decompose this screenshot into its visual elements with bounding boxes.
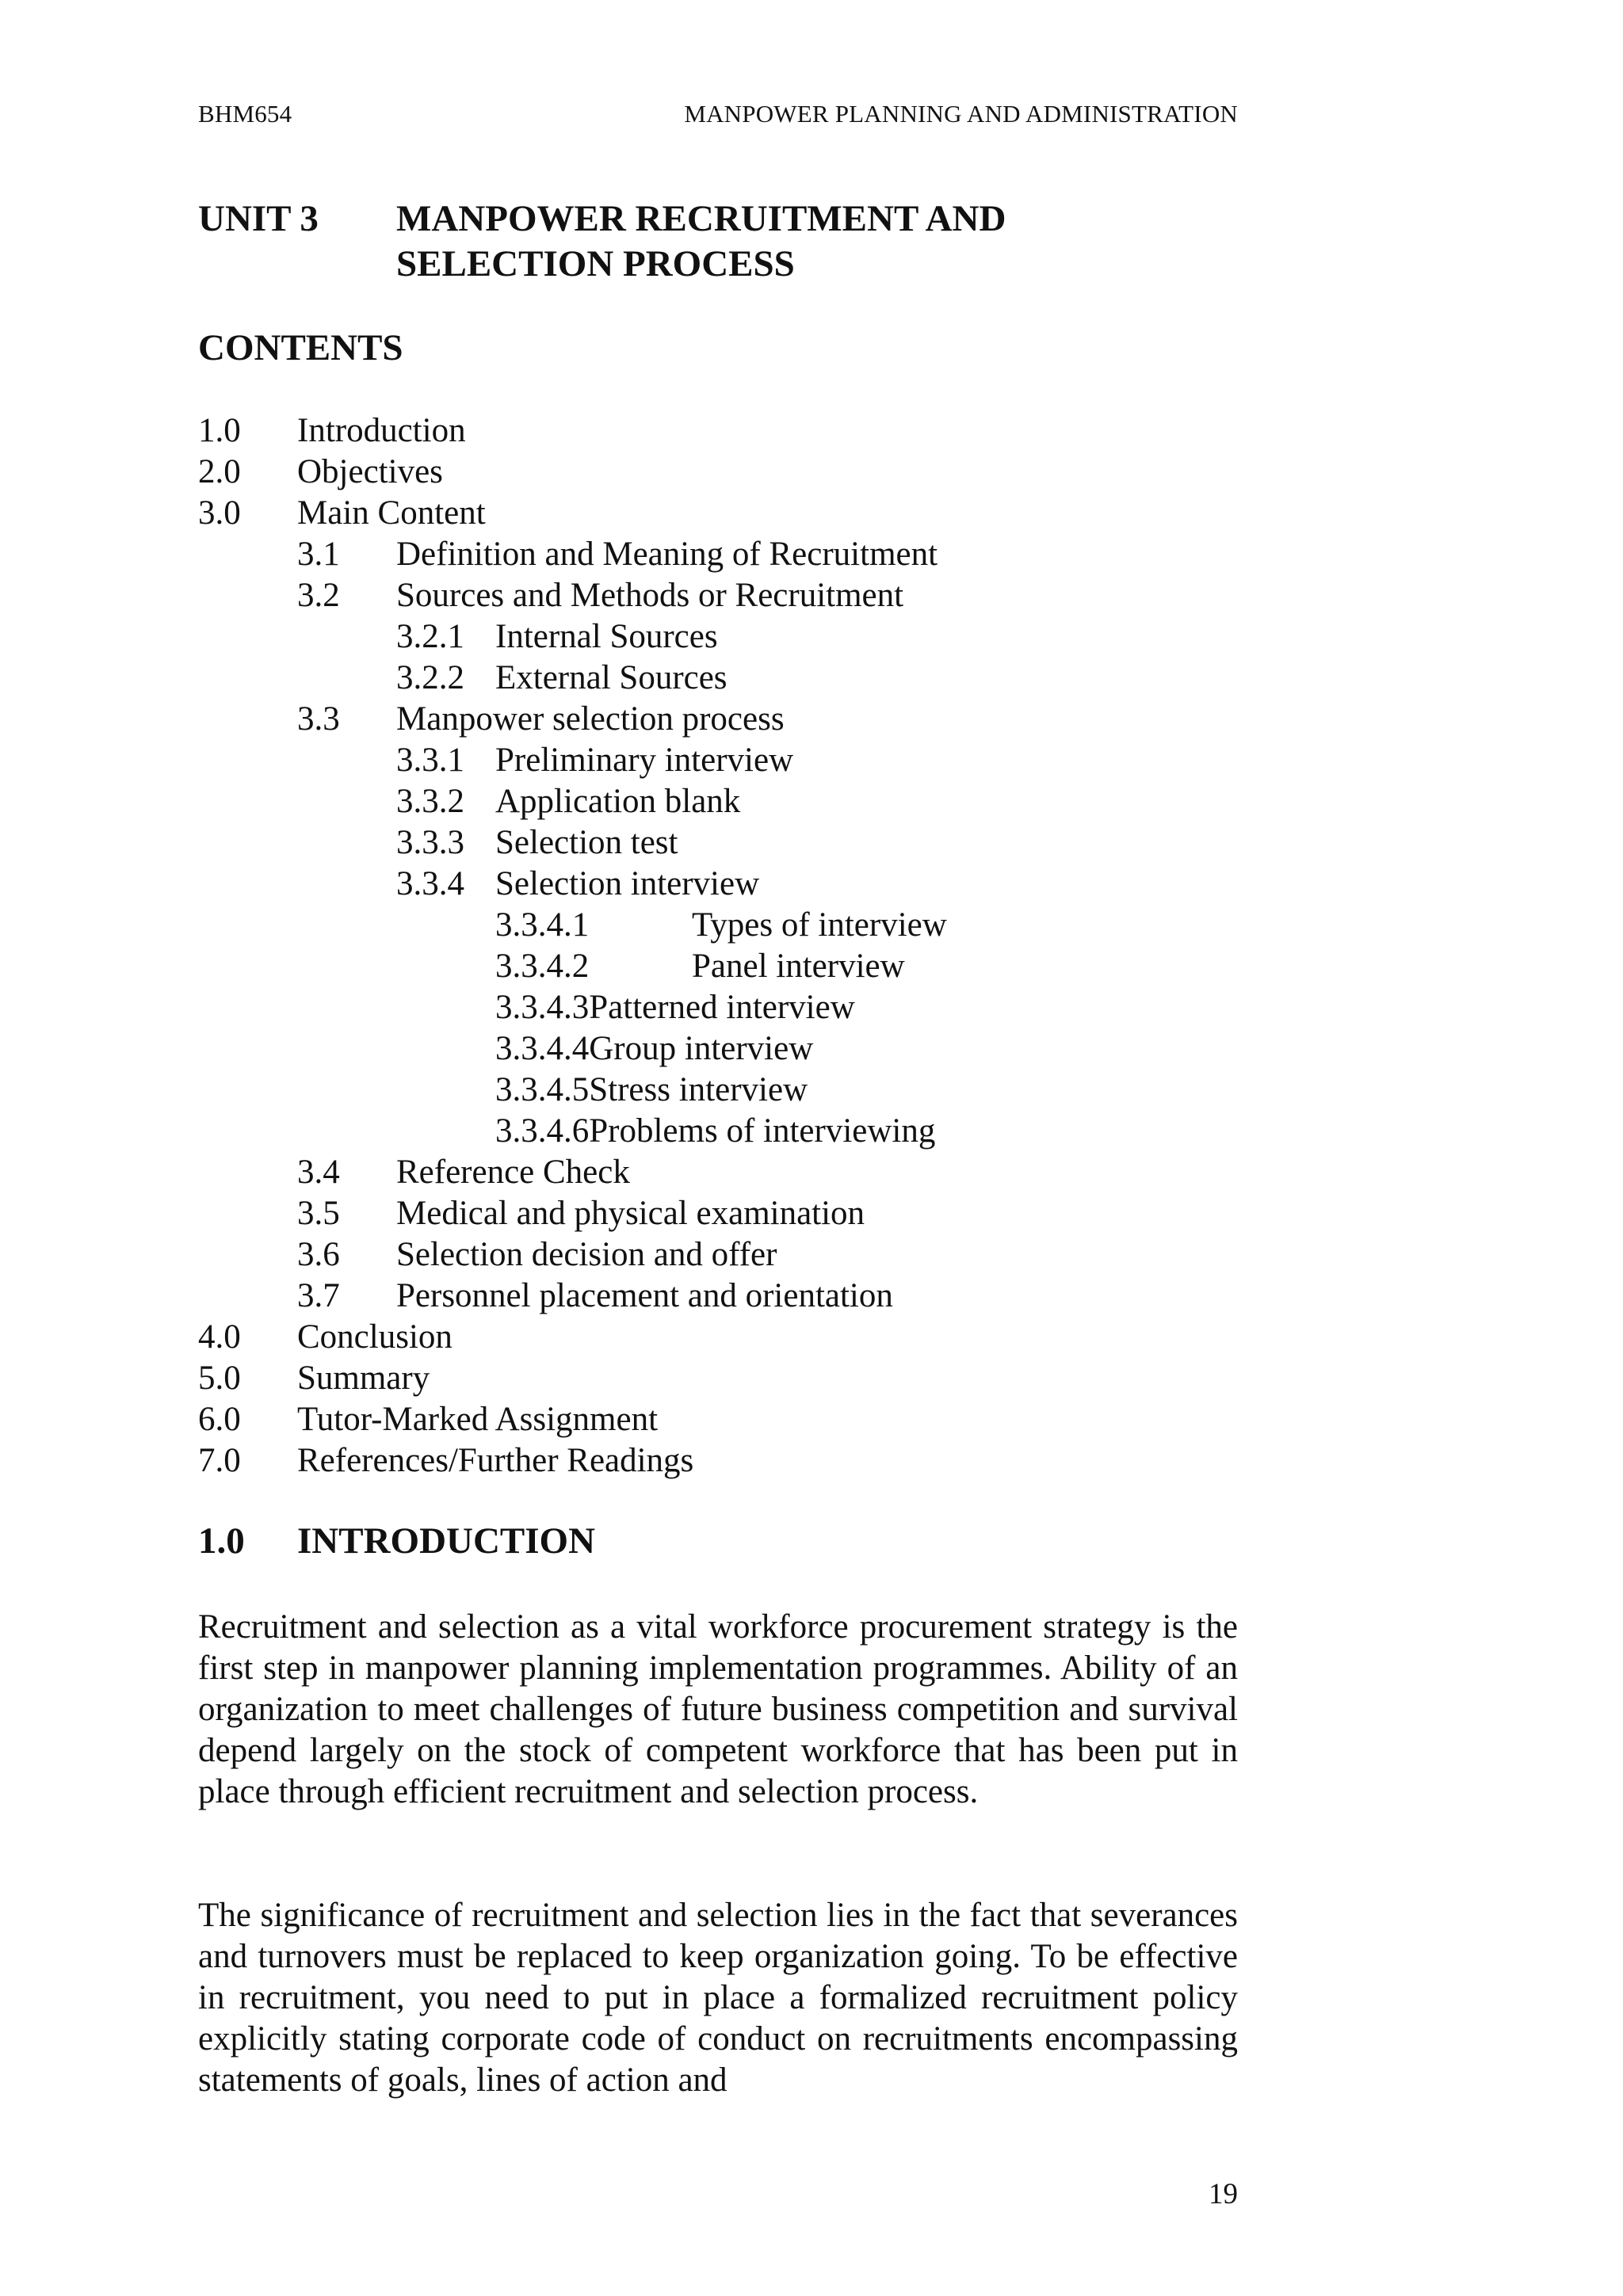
toc-item — [198, 1399, 1238, 1440]
toc-item — [198, 616, 1238, 658]
toc-item-number: 3.3 — [297, 700, 340, 738]
toc-item-number: 3.2.1 — [396, 618, 464, 655]
toc-item — [198, 575, 1238, 616]
toc-item-number: 3.3.1 — [396, 742, 464, 779]
toc-item-title: Summary — [297, 1360, 430, 1397]
toc-item — [198, 1440, 1238, 1482]
toc-item — [198, 905, 1238, 946]
toc-item-title: Medical and physical examination — [396, 1195, 865, 1232]
unit-title-text — [396, 196, 1006, 287]
toc-item-number: 4.0 — [198, 1318, 241, 1356]
toc-item-number: 5.0 — [198, 1360, 241, 1397]
toc-item-title: Reference Check — [396, 1154, 630, 1191]
toc-item-number: 3.3.4.6 — [495, 1112, 590, 1150]
introduction-heading — [198, 1520, 1238, 1562]
toc-item-title: Main Content — [297, 494, 486, 532]
toc-item-number: 3.4 — [297, 1154, 340, 1191]
toc-item-title: Conclusion — [297, 1318, 453, 1356]
toc-item-title: External Sources — [495, 659, 727, 696]
toc-item-title: Selection test — [495, 824, 678, 861]
toc-item — [198, 1358, 1238, 1399]
toc-item-number: 3.3.4.1 — [495, 906, 590, 944]
toc-item — [198, 1028, 1238, 1070]
toc-item-title: Stress interview — [589, 1071, 808, 1108]
toc-item-title: Panel interview — [692, 948, 905, 985]
section-number: 1.0 — [198, 1520, 245, 1562]
toc-item-number: 3.2.2 — [396, 659, 464, 696]
toc-item-number: 3.3.4.2 — [495, 948, 590, 985]
contents-heading: CONTENTS — [198, 327, 403, 368]
course-title: MANPOWER PLANNING AND ADMINISTRATION — [684, 100, 1238, 128]
toc-item — [198, 740, 1238, 781]
toc-item-title: Manpower selection process — [396, 700, 785, 738]
toc-item — [198, 822, 1238, 864]
introduction-paragraph-1: Recruitment and selection as a vital workforce procurement strategy is the first step in manpower planning implementation programmes. Ability of an organization to meet challenges of future business competition and survival depend largely on the stock of competent workforce that has been put in place through efficient recruitment and selection process. — [198, 1608, 1238, 1810]
toc-item-number: 1.0 — [198, 412, 241, 449]
toc-item-number: 3.2 — [297, 577, 340, 614]
toc-item — [198, 1152, 1238, 1193]
toc-item-title: Application blank — [495, 783, 741, 820]
toc-item-title: Preliminary interview — [495, 742, 794, 779]
toc-item-title: Patterned interview — [589, 989, 855, 1026]
toc-item — [198, 1193, 1238, 1234]
toc-item-number: 3.3.4.5 — [495, 1071, 590, 1108]
toc-item-number: 3.7 — [297, 1277, 340, 1314]
toc-item — [198, 946, 1238, 987]
unit-title-line2: SELECTION PROCESS — [396, 243, 795, 284]
unit-label: UNIT 3 — [198, 198, 319, 239]
toc-item — [198, 1234, 1238, 1276]
toc-item — [198, 534, 1238, 575]
toc-item — [198, 658, 1238, 699]
toc-item-title: Selection interview — [495, 865, 760, 902]
toc-item-number: 3.5 — [297, 1195, 340, 1232]
unit-title — [198, 196, 1238, 287]
toc-item — [198, 1070, 1238, 1111]
toc-item-number: 7.0 — [198, 1442, 241, 1479]
toc-item-number: 3.3.3 — [396, 824, 464, 861]
toc-item-title: Definition and Meaning of Recruitment — [396, 536, 938, 573]
toc-item-title: Group interview — [589, 1030, 814, 1067]
toc-item — [198, 1111, 1238, 1152]
section-title: INTRODUCTION — [297, 1520, 596, 1562]
toc-item-title: Objectives — [297, 453, 443, 490]
toc-item — [198, 987, 1238, 1028]
toc-item — [198, 452, 1238, 493]
toc-item-title: Types of interview — [692, 906, 947, 944]
toc-item-title: Internal Sources — [495, 618, 718, 655]
toc-item — [198, 410, 1238, 452]
toc-item-title: Problems of interviewing — [589, 1112, 936, 1150]
toc-item-number: 6.0 — [198, 1401, 241, 1438]
toc-item-number: 3.6 — [297, 1236, 340, 1273]
toc-item-number: 3.1 — [297, 536, 340, 573]
toc-item — [198, 1276, 1238, 1317]
unit-title-line1: MANPOWER RECRUITMENT AND — [396, 198, 1006, 239]
toc-item — [198, 699, 1238, 740]
page-number: 19 — [1209, 2178, 1238, 2210]
toc-item-title: Introduction — [297, 412, 466, 449]
toc-item-title: Tutor-Marked Assignment — [297, 1401, 659, 1438]
toc-item-title: References/Further Readings — [297, 1442, 694, 1479]
introduction-paragraph-2: The significance of recruitment and selection lies in the fact that severances and turnovers must be replaced to keep organization going. To be effective in recruitment, you need to put in place a formalized recruitment policy explicitly stating corporate code of conduct on recruitments encompassing statements of goals, lines of action and — [198, 1897, 1238, 2099]
toc-item-title: Selection decision and offer — [396, 1236, 777, 1273]
toc-item-number: 3.3.4 — [396, 865, 464, 902]
course-code: BHM654 — [198, 100, 292, 128]
toc-item-number: 3.3.4.3 — [495, 989, 590, 1026]
toc-item — [198, 493, 1238, 534]
toc-item — [198, 864, 1238, 905]
toc-item-number: 2.0 — [198, 453, 241, 490]
toc-item — [198, 1317, 1238, 1358]
table-of-contents — [198, 410, 1238, 1482]
toc-item — [198, 781, 1238, 822]
toc-item-number: 3.0 — [198, 494, 241, 532]
running-header — [198, 100, 1238, 128]
toc-item-number: 3.3.2 — [396, 783, 464, 820]
toc-item-number: 3.3.4.4 — [495, 1030, 590, 1067]
toc-item-title: Sources and Methods or Recruitment — [396, 577, 904, 614]
toc-item-title: Personnel placement and orientation — [396, 1277, 893, 1314]
